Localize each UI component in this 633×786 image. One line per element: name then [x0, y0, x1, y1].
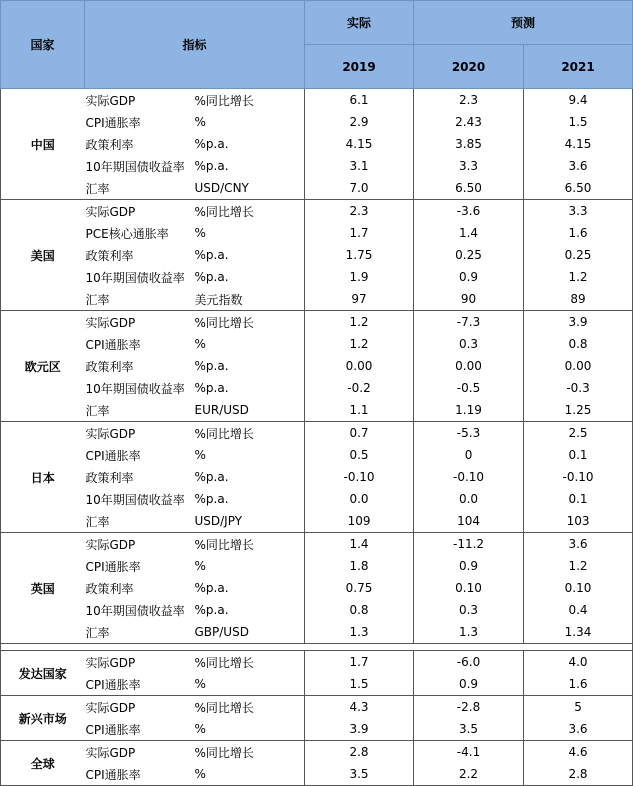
table-row — [1, 422, 633, 445]
value-2020-cell: -2.8 — [414, 696, 524, 719]
indicator-cell: 实际GDP — [85, 741, 195, 764]
value-2020-cell: 0.10 — [414, 577, 524, 599]
value-2021-cell: 0.1 — [524, 488, 633, 510]
indicator-cell: 10年期国债收益率 — [85, 270, 185, 285]
value-2021-cell: 3.3 — [524, 200, 633, 223]
value-2019-cell: 4.15 — [305, 133, 414, 155]
value-2019-cell: 1.5 — [305, 673, 414, 696]
value-2019-cell: 1.4 — [305, 533, 414, 556]
value-2020-cell: 0.9 — [414, 673, 524, 696]
value-2020-cell: 90 — [414, 288, 524, 311]
indicator-cell: 汇率 — [85, 621, 195, 644]
unit-cell: % — [195, 673, 305, 696]
table-row — [1, 533, 633, 556]
value-2019-cell: 0.8 — [305, 599, 414, 621]
value-2019-cell: 0.75 — [305, 577, 414, 599]
value-2021-cell: 4.6 — [524, 741, 633, 764]
value-2019-cell: 3.5 — [305, 763, 414, 786]
unit-cell: %p.a. — [194, 270, 229, 284]
unit-cell: % — [194, 115, 206, 129]
value-2019-cell: 0.7 — [305, 422, 414, 445]
indicator-cell: 汇率 — [85, 177, 195, 200]
header-year-2021: 2021 — [524, 45, 633, 89]
unit-cell: % — [194, 448, 206, 462]
table-row — [1, 200, 633, 223]
unit-cell: %同比增长 — [195, 696, 305, 719]
unit-cell: %p.a. — [194, 492, 229, 506]
value-2019-cell: 1.8 — [305, 555, 414, 577]
indicator-cell: CPI通胀率 — [85, 718, 195, 741]
value-2019-cell: -0.10 — [305, 466, 414, 488]
table-row — [1, 466, 633, 488]
unit-cell: % — [194, 226, 206, 240]
value-2019-cell: 1.75 — [305, 244, 414, 266]
value-2020-cell: 0.25 — [414, 244, 524, 266]
country-cell: 日本 — [1, 422, 85, 533]
value-2019-cell: 109 — [305, 510, 414, 533]
country-cell: 发达国家 — [1, 651, 85, 696]
value-2021-cell: 3.6 — [524, 155, 633, 177]
unit-cell: %同比增长 — [195, 741, 305, 764]
unit-cell: %p.a. — [194, 470, 229, 484]
indicator-cell: 实际GDP — [85, 311, 195, 334]
table-row — [1, 244, 633, 266]
indicator-cell: CPI通胀率 — [85, 337, 141, 352]
table-row — [1, 266, 633, 288]
table-row — [1, 111, 633, 133]
indicator-cell: CPI通胀率 — [85, 559, 141, 574]
value-2021-cell: 1.25 — [524, 399, 633, 422]
value-2019-cell: 97 — [305, 288, 414, 311]
value-2021-cell: 1.6 — [524, 673, 633, 696]
table-row — [1, 355, 633, 377]
unit-cell: %p.a. — [194, 581, 229, 595]
unit-cell: %同比增长 — [195, 533, 305, 556]
indicator-cell: 实际GDP — [85, 200, 195, 223]
unit-cell: GBP/USD — [195, 621, 305, 644]
value-2020-cell: 0.00 — [414, 355, 524, 377]
country-cell: 全球 — [1, 741, 85, 786]
indicator-cell: 实际GDP — [85, 696, 195, 719]
table-row — [1, 577, 633, 599]
value-2021-cell: 1.34 — [524, 621, 633, 644]
value-2021-cell: 0.25 — [524, 244, 633, 266]
header-country: 国家 — [1, 1, 85, 89]
value-2020-cell: -0.5 — [414, 377, 524, 399]
value-2021-cell: 2.5 — [524, 422, 633, 445]
value-2020-cell: -11.2 — [414, 533, 524, 556]
indicator-cell: 实际GDP — [85, 422, 195, 445]
indicator-cell: 政策利率 — [85, 470, 134, 485]
table-row — [1, 288, 633, 311]
indicator-cell: CPI通胀率 — [85, 448, 141, 463]
value-2019-cell: 6.1 — [305, 89, 414, 112]
value-2020-cell: -4.1 — [414, 741, 524, 764]
table-row — [1, 488, 633, 510]
separator-cell — [1, 644, 633, 651]
table-row — [1, 555, 633, 577]
value-2021-cell: 2.8 — [524, 763, 633, 786]
value-2019-cell: 1.7 — [305, 651, 414, 674]
country-cell: 中国 — [1, 89, 85, 200]
value-2020-cell: 0.0 — [414, 488, 524, 510]
table-row — [1, 673, 633, 696]
value-2019-cell: 3.9 — [305, 718, 414, 741]
table-row — [1, 177, 633, 200]
table-row — [1, 510, 633, 533]
value-2021-cell: 0.8 — [524, 333, 633, 355]
table-row — [1, 133, 633, 155]
value-2019-cell: 1.2 — [305, 311, 414, 334]
table-body — [1, 89, 633, 786]
indicator-cell: 10年期国债收益率 — [85, 381, 185, 396]
header-forecast: 预测 — [414, 1, 633, 45]
value-2021-cell: 103 — [524, 510, 633, 533]
value-2020-cell: 2.43 — [414, 111, 524, 133]
value-2021-cell: -0.10 — [524, 466, 633, 488]
value-2019-cell: 4.3 — [305, 696, 414, 719]
value-2021-cell: 0.4 — [524, 599, 633, 621]
country-cell: 欧元区 — [1, 311, 85, 422]
unit-cell: %同比增长 — [195, 651, 305, 674]
indicator-cell: CPI通胀率 — [85, 763, 195, 786]
value-2021-cell: 1.6 — [524, 222, 633, 244]
unit-cell: % — [195, 718, 305, 741]
value-2021-cell: 1.5 — [524, 111, 633, 133]
indicator-cell: PCE核心通胀率 — [85, 226, 169, 241]
value-2020-cell: -5.3 — [414, 422, 524, 445]
table-row — [1, 399, 633, 422]
value-2020-cell: 0.3 — [414, 333, 524, 355]
value-2021-cell: 0.10 — [524, 577, 633, 599]
value-2021-cell: 4.15 — [524, 133, 633, 155]
value-2019-cell: 1.3 — [305, 621, 414, 644]
indicator-cell: 政策利率 — [85, 248, 134, 263]
value-2019-cell: 2.8 — [305, 741, 414, 764]
table-row — [1, 651, 633, 674]
value-2021-cell: 3.9 — [524, 311, 633, 334]
value-2020-cell: 1.19 — [414, 399, 524, 422]
value-2019-cell: 0.0 — [305, 488, 414, 510]
value-2021-cell: 1.2 — [524, 555, 633, 577]
value-2020-cell: 0.9 — [414, 266, 524, 288]
value-2020-cell: -3.6 — [414, 200, 524, 223]
table-row — [1, 741, 633, 764]
header-year-2020: 2020 — [414, 45, 524, 89]
unit-cell: 美元指数 — [195, 288, 305, 311]
unit-cell: USD/CNY — [195, 177, 305, 200]
value-2020-cell: 3.85 — [414, 133, 524, 155]
country-cell: 新兴市场 — [1, 696, 85, 741]
unit-cell: %同比增长 — [195, 200, 305, 223]
indicator-cell: 实际GDP — [85, 651, 195, 674]
value-2020-cell: 0.9 — [414, 555, 524, 577]
value-2020-cell: 2.2 — [414, 763, 524, 786]
country-cell: 英国 — [1, 533, 85, 644]
header-actual: 实际 — [305, 1, 414, 45]
indicator-cell: 政策利率 — [85, 581, 134, 596]
value-2021-cell: 4.0 — [524, 651, 633, 674]
value-2020-cell: 1.3 — [414, 621, 524, 644]
indicator-cell: 汇率 — [85, 510, 195, 533]
indicator-cell: 政策利率 — [85, 137, 134, 152]
value-2019-cell: 7.0 — [305, 177, 414, 200]
value-2019-cell: 1.7 — [305, 222, 414, 244]
value-2020-cell: -0.10 — [414, 466, 524, 488]
table-row — [1, 718, 633, 741]
unit-cell: %p.a. — [194, 137, 229, 151]
value-2019-cell: 1.2 — [305, 333, 414, 355]
value-2020-cell: 2.3 — [414, 89, 524, 112]
table-row — [1, 444, 633, 466]
table-row — [1, 222, 633, 244]
value-2020-cell: 3.5 — [414, 718, 524, 741]
table-row — [1, 89, 633, 112]
value-2019-cell: 2.3 — [305, 200, 414, 223]
value-2021-cell: 3.6 — [524, 533, 633, 556]
value-2019-cell: 1.1 — [305, 399, 414, 422]
value-2021-cell: 9.4 — [524, 89, 633, 112]
unit-cell: % — [195, 763, 305, 786]
indicator-cell: CPI通胀率 — [85, 115, 141, 130]
unit-cell: %p.a. — [194, 359, 229, 373]
value-2019-cell: 1.9 — [305, 266, 414, 288]
value-2021-cell: -0.3 — [524, 377, 633, 399]
unit-cell: % — [194, 559, 206, 573]
value-2020-cell: -7.3 — [414, 311, 524, 334]
value-2021-cell: 0.1 — [524, 444, 633, 466]
unit-cell: EUR/USD — [195, 399, 305, 422]
value-2020-cell: 3.3 — [414, 155, 524, 177]
unit-cell: %同比增长 — [195, 422, 305, 445]
table-row — [1, 696, 633, 719]
indicator-cell: 政策利率 — [85, 359, 134, 374]
indicator-cell: 汇率 — [85, 399, 195, 422]
table-row — [1, 621, 633, 644]
value-2019-cell: 3.1 — [305, 155, 414, 177]
table-row — [1, 311, 633, 334]
value-2020-cell: -6.0 — [414, 651, 524, 674]
indicator-cell: CPI通胀率 — [85, 673, 195, 696]
section-separator — [1, 644, 633, 651]
header-indicator: 指标 — [85, 1, 305, 89]
value-2019-cell: 0.5 — [305, 444, 414, 466]
indicator-cell: 10年期国债收益率 — [85, 603, 185, 618]
value-2020-cell: 0 — [414, 444, 524, 466]
table-row — [1, 155, 633, 177]
value-2021-cell: 0.00 — [524, 355, 633, 377]
table-row — [1, 599, 633, 621]
unit-cell: %p.a. — [194, 381, 229, 395]
value-2021-cell: 89 — [524, 288, 633, 311]
table-row — [1, 763, 633, 786]
header-year-2019: 2019 — [305, 45, 414, 89]
unit-cell: %p.a. — [194, 603, 229, 617]
value-2021-cell: 1.2 — [524, 266, 633, 288]
unit-cell: USD/JPY — [195, 510, 305, 533]
value-2019-cell: -0.2 — [305, 377, 414, 399]
table-row — [1, 333, 633, 355]
unit-cell: %p.a. — [194, 248, 229, 262]
indicator-cell: 汇率 — [85, 288, 195, 311]
value-2021-cell: 3.6 — [524, 718, 633, 741]
value-2019-cell: 0.00 — [305, 355, 414, 377]
unit-cell: %同比增长 — [195, 311, 305, 334]
unit-cell: %同比增长 — [195, 89, 305, 112]
indicator-cell: 10年期国债收益率 — [85, 492, 185, 507]
value-2019-cell: 2.9 — [305, 111, 414, 133]
value-2020-cell: 6.50 — [414, 177, 524, 200]
value-2020-cell: 104 — [414, 510, 524, 533]
country-cell: 美国 — [1, 200, 85, 311]
value-2021-cell: 5 — [524, 696, 633, 719]
indicator-cell: 10年期国债收益率 — [85, 159, 185, 174]
indicator-cell: 实际GDP — [85, 89, 195, 112]
unit-cell: %p.a. — [194, 159, 229, 173]
table-row — [1, 377, 633, 399]
unit-cell: % — [194, 337, 206, 351]
value-2020-cell: 0.3 — [414, 599, 524, 621]
indicator-cell: 实际GDP — [85, 533, 195, 556]
value-2021-cell: 6.50 — [524, 177, 633, 200]
value-2020-cell: 1.4 — [414, 222, 524, 244]
